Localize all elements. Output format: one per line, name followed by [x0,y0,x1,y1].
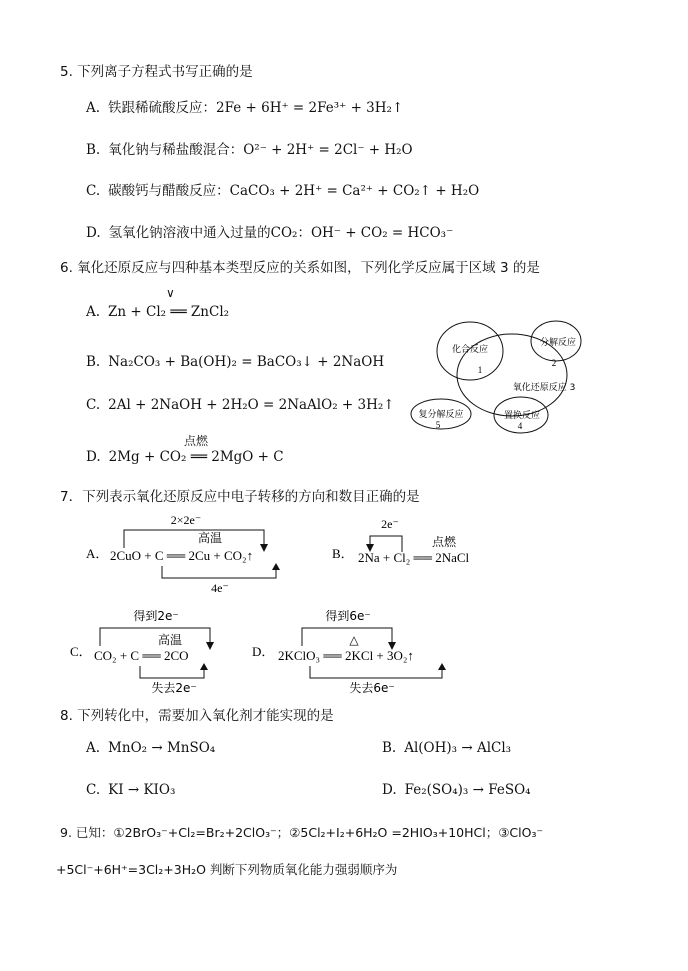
q7-a-bottom-electrons: 4e⁻ [211,581,229,595]
q6-stem: 6. 氧化还原反应与四种基本类型反应的关系如图，下列化学反应属于区域 3 的是 [60,260,540,276]
q8-option-a[interactable]: A. MnO₂ → MnSO₄ [86,740,216,756]
q7-a-label: A． [86,546,109,561]
q6-option-d[interactable]: D. 2Mg + CO₂ ══ 2MgO + C [86,449,284,465]
q5-option-d[interactable]: D. 氢氧化钠溶液中通入过量的CO₂：OH⁻ + CO₂ = HCO₃⁻ [86,225,454,241]
label-n1: 1 [477,365,483,375]
reaction-type-diagram [400,318,610,442]
q7-option-a[interactable] [86,508,316,598]
q7-c-equation: CO₂ + C ══ 2CO [94,648,189,663]
q7-b-condition: 点燃 [431,535,457,549]
q7-a-equation: 2CuO + C ══ 2Cu + CO₂↑ [110,548,254,563]
q7-c-bottom-electrons: 失去2e⁻ [151,681,197,695]
q7-option-b[interactable] [332,516,532,580]
q7-c-condition: 高温 [157,633,183,647]
q7-c-label: C． [70,644,92,659]
q9-line-1: 9. 已知：①2BrO₃⁻+Cl₂=Br₂+2ClO₃⁻；②5Cl₂+I₂+6H₂O =2HIO₃+10HCl；③ClO₃⁻ [60,825,544,840]
q7-c-top-electrons: 得到2e⁻ [133,609,179,623]
label-double-decomposition: 复分解反应 [418,410,464,420]
q7-a-top-electrons: 2×2e⁻ [170,513,202,527]
label-redox: 氧化还原反应 3 [512,383,576,393]
label-decomposition: 分解反应 [539,338,577,348]
q6-a-condition: ∨ [166,286,175,300]
label-n4: 4 [517,421,523,431]
q7-d-equation: 2KClO₃ ══ 2KCl + 3O₂↑ [278,648,414,663]
label-n5: 5 [435,420,441,430]
q5-option-c[interactable]: C. 碳酸钙与醋酸反应：CaCO₃ + 2H⁺ = Ca²⁺ + CO₂↑ + H₂O [86,183,480,199]
q7-a-condition: 高温 [197,531,223,545]
q6-option-b[interactable]: B. Na₂CO₃ + Ba(OH)₂ = BaCO₃↓ + 2NaOH [86,354,385,370]
q5-option-a[interactable]: A. 铁跟稀硫酸反应：2Fe + 6H⁺ = 2Fe³⁺ + 3H₂↑ [86,100,404,116]
q7-d-top-electrons: 得到6e⁻ [325,609,371,623]
q8-option-c[interactable]: C. KI → KIO₃ [86,782,176,798]
q5-option-b[interactable]: B. 氧化钠与稀盐酸混合：O²⁻ + 2H⁺ = 2Cl⁻ + H₂O [86,142,413,158]
q9-line-2: +5Cl⁻+6H⁺=3Cl₂+3H₂O 判断下列物质氧化能力强弱顺序为 [56,862,398,877]
q7-d-condition: △ [349,633,359,647]
label-n2: 2 [551,358,557,368]
q7-option-d[interactable] [252,604,492,696]
q6-option-a[interactable]: A. Zn + Cl₂ ══ ZnCl₂ [86,304,230,320]
q8-option-b[interactable]: B. Al(OH)₃ → AlCl₃ [382,740,512,756]
q7-b-equation: 2Na + Cl₂ ══ 2NaCl [358,550,470,565]
q7-b-label: B． [332,546,354,561]
label-combination: 化合反应 [451,345,489,355]
q8-stem: 8. 下列转化中，需要加入氧化剂才能实现的是 [60,708,334,724]
q7-b-top-electrons: 2e⁻ [381,517,399,531]
q7-d-label: D． [252,644,275,659]
q5-stem: 5. 下列离子方程式书写正确的是 [60,64,253,80]
q7-d-bottom-electrons: 失去6e⁻ [349,681,395,695]
label-displacement: 置换反应 [503,411,541,421]
q7-stem: 7．下列表示氧化还原反应中电子转移的方向和数目正确的是 [60,489,420,505]
q6-option-c[interactable]: C. 2Al + 2NaOH + 2H₂O = 2NaAlO₂ + 3H₂↑ [86,397,395,413]
q8-option-d[interactable]: D. Fe₂(SO₄)₃ → FeSO₄ [382,782,531,798]
q6-d-condition: 点燃 [184,434,209,448]
